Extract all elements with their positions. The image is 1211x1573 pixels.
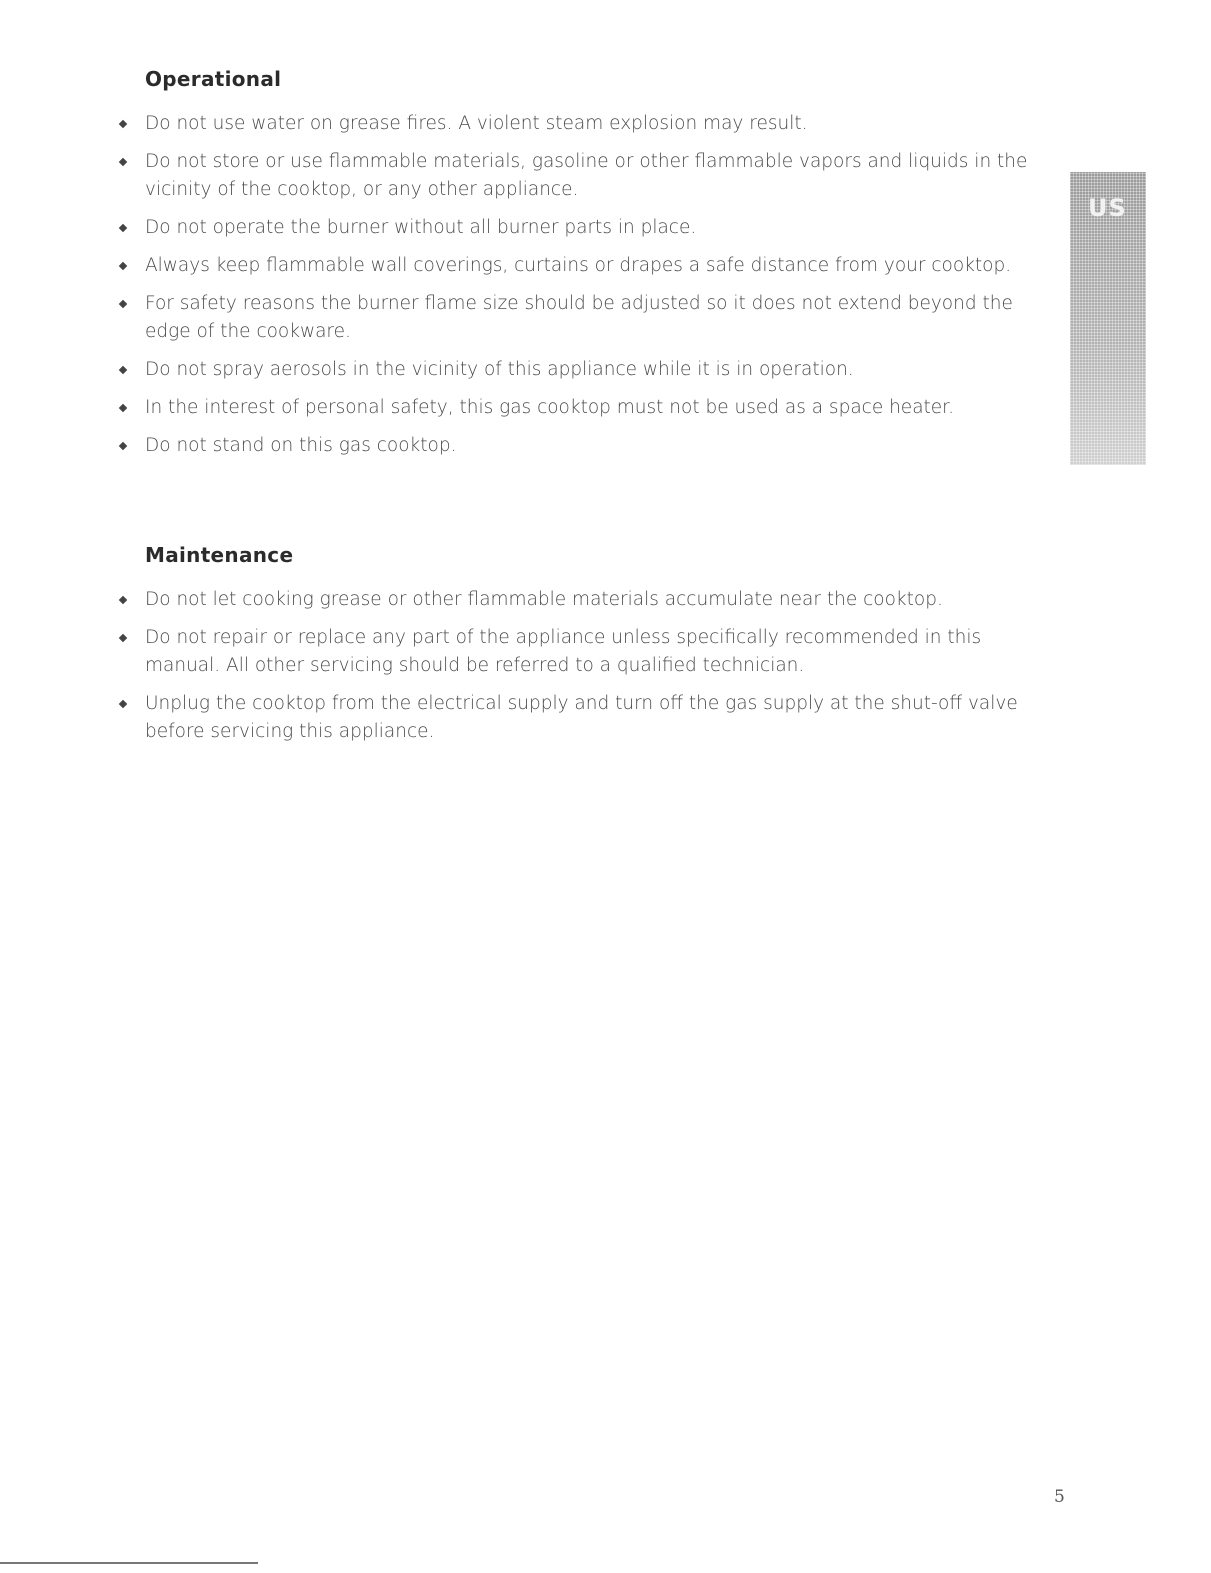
- bullet-icon: [119, 300, 127, 308]
- bullet-icon: [119, 700, 127, 708]
- list-item: Do not spray aerosols in the vicinity of this appliance while it is in operation.: [0, 356, 1045, 384]
- maintenance-list: [0, 586, 1045, 746]
- heading-maintenance: Maintenance: [145, 543, 294, 567]
- footer-rule: [0, 1562, 258, 1564]
- list-item: Do not repair or replace any part of the appliance unless specifically recommended in this manual. All other servicing should be referred to a qualified technician.: [0, 624, 1045, 680]
- page-number: 5: [1054, 1487, 1065, 1507]
- bullet-icon: [119, 404, 127, 412]
- language-tab: [1070, 172, 1146, 465]
- heading-operational: Operational: [145, 67, 282, 91]
- bullet-icon: [119, 634, 127, 642]
- list-item: Do not store or use flammable materials, gasoline or other flammable vapors and liquids in the vicinity of the cooktop, or any other appliance.: [0, 148, 1045, 204]
- bullet-icon: [119, 262, 127, 270]
- bullet-icon: [119, 442, 127, 450]
- bullet-icon: [119, 158, 127, 166]
- bullet-icon: [119, 224, 127, 232]
- list-item: Unplug the cooktop from the electrical supply and turn off the gas supply at the shut-off valve before servicing this appliance.: [0, 690, 1045, 746]
- bullet-icon: [119, 120, 127, 128]
- bullet-icon: [119, 596, 127, 604]
- operational-list: [0, 110, 1045, 460]
- list-item: Always keep flammable wall coverings, curtains or drapes a safe distance from your cooktop.: [0, 252, 1045, 280]
- list-item: Do not let cooking grease or other flammable materials accumulate near the cooktop.: [0, 586, 1045, 614]
- list-item: In the interest of personal safety, this gas cooktop must not be used as a space heater.: [0, 394, 1045, 422]
- list-item: For safety reasons the burner flame size should be adjusted so it does not extend beyond the edge of the cookware.: [0, 290, 1045, 346]
- list-item: Do not stand on this gas cooktop.: [0, 432, 1045, 460]
- list-item: Do not use water on grease fires. A violent steam explosion may result.: [0, 110, 1045, 138]
- language-tab-label: US: [1088, 194, 1127, 222]
- list-item: Do not operate the burner without all burner parts in place.: [0, 214, 1045, 242]
- bullet-icon: [119, 366, 127, 374]
